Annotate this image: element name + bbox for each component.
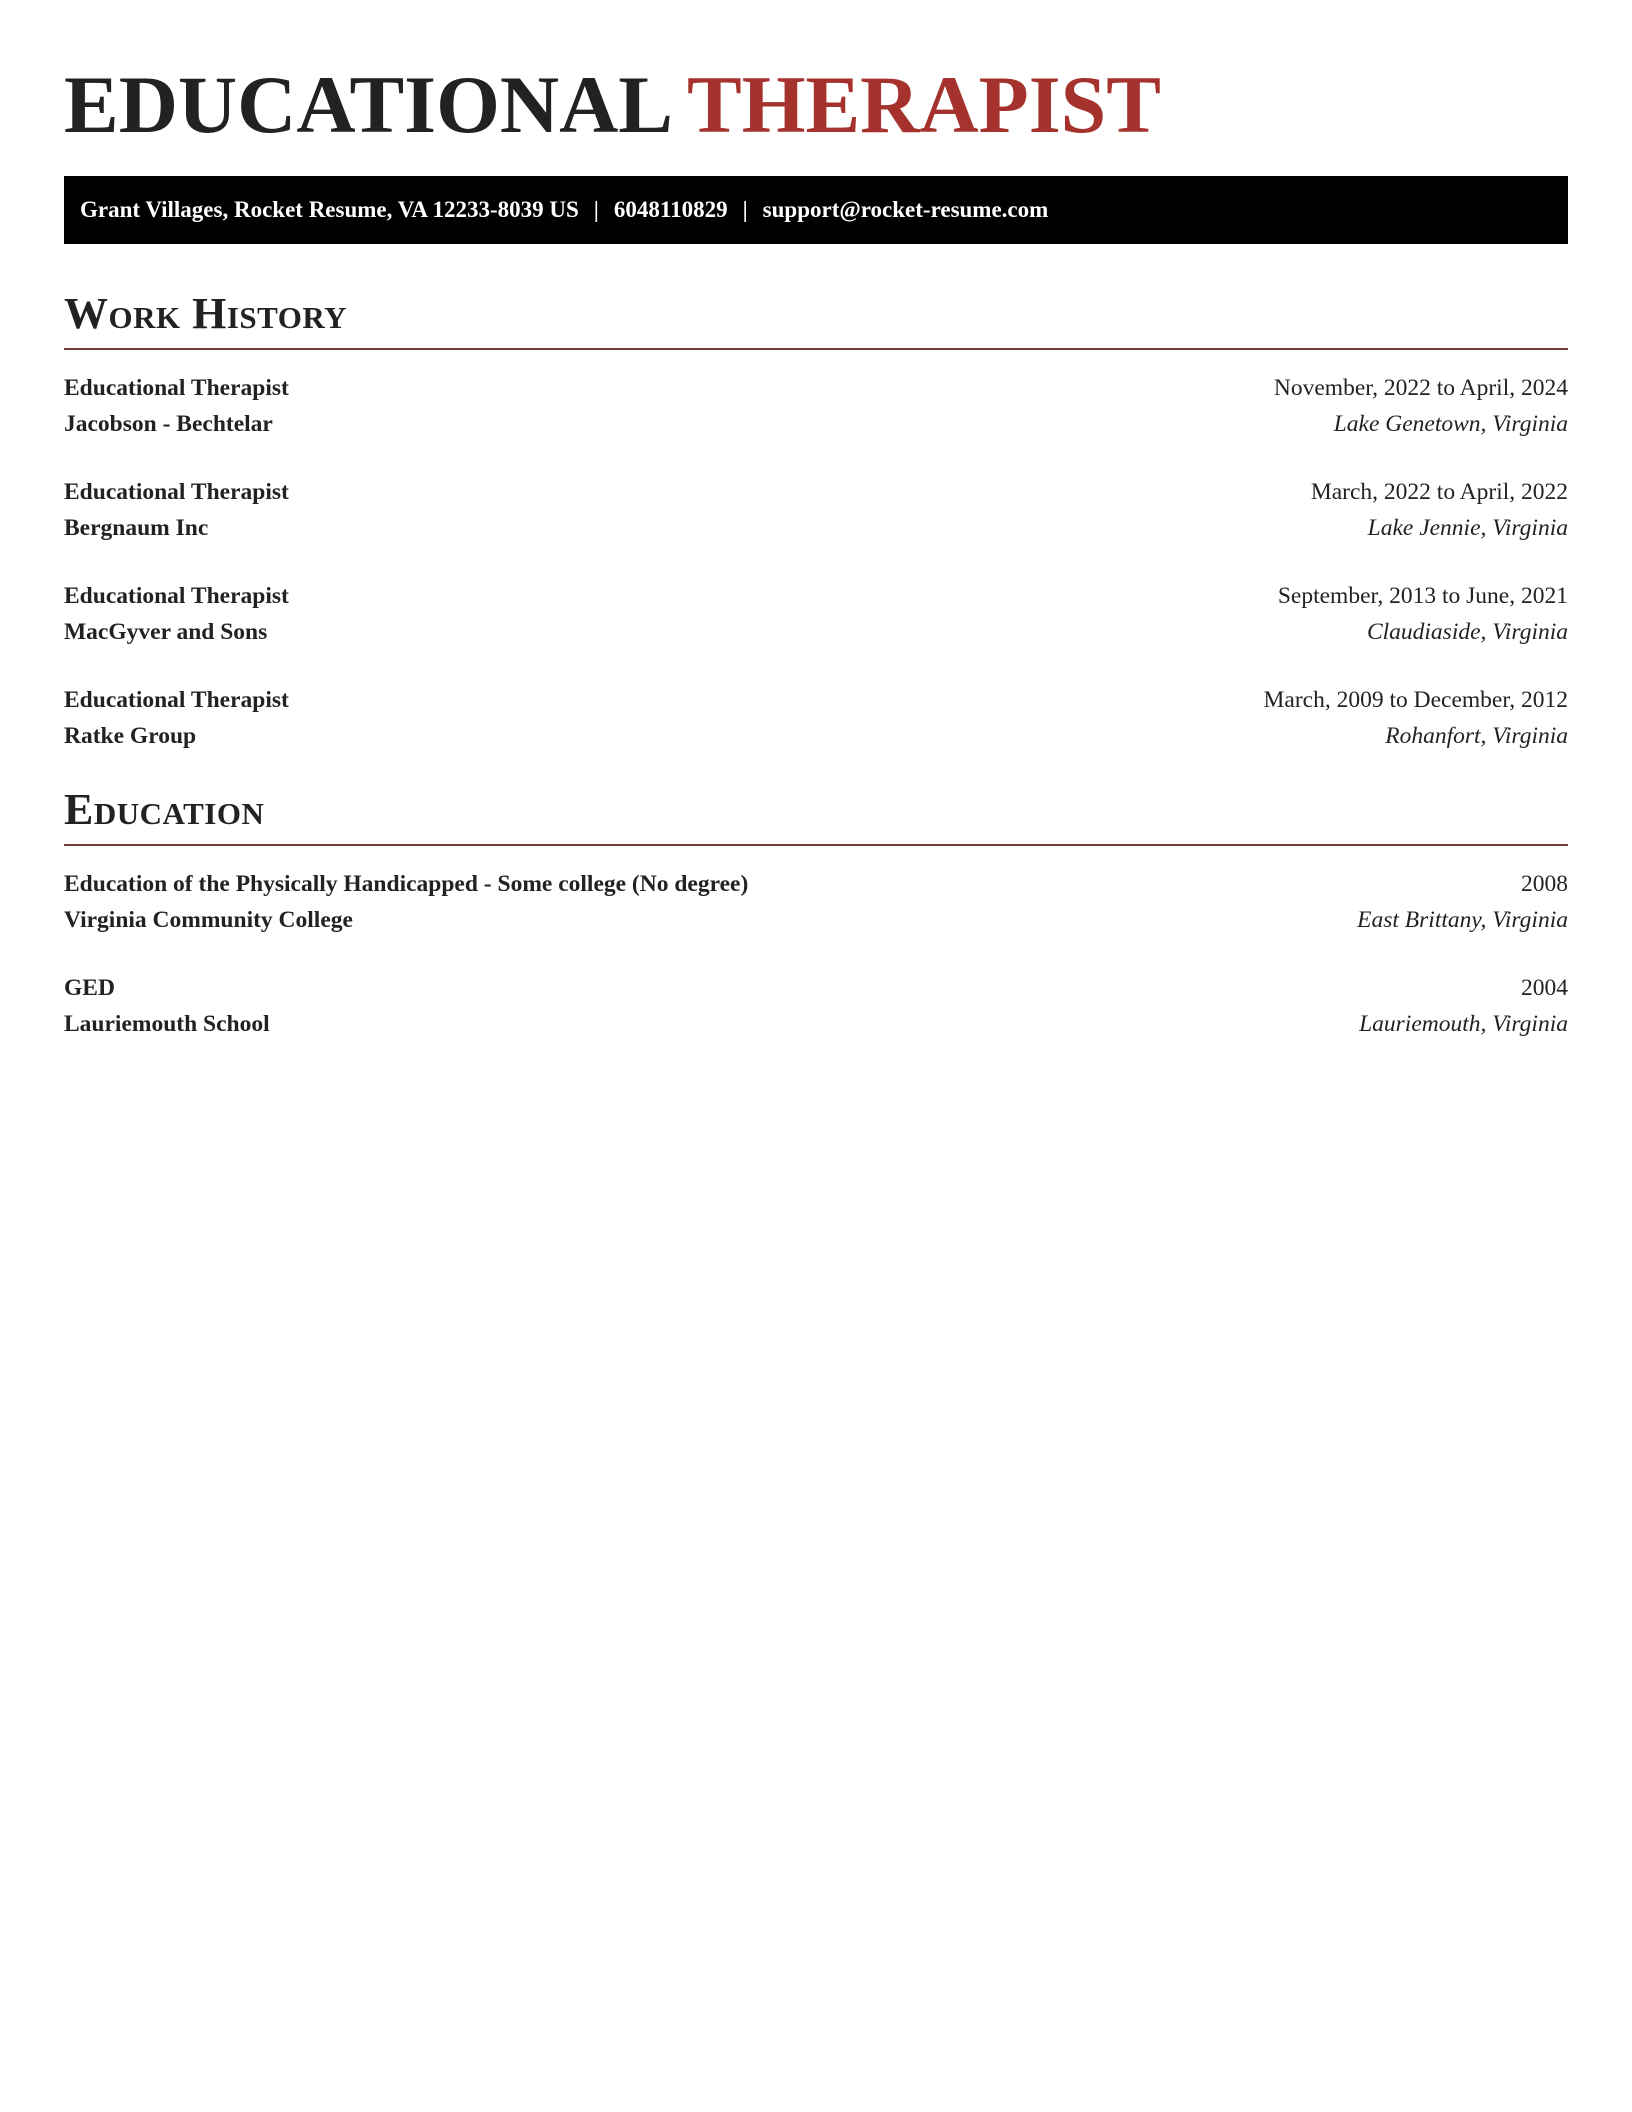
name-last: THERAPIST bbox=[687, 59, 1161, 150]
job-title: Educational Therapist bbox=[64, 687, 289, 713]
job-entry bbox=[64, 682, 1568, 754]
education-entry bbox=[64, 970, 1568, 1074]
education-location: Lauriemouth, Virginia bbox=[1359, 1011, 1568, 1037]
contact-address: Grant Villages, Rocket Resume, VA 12233-8039 US bbox=[80, 197, 579, 222]
job-location: Lake Genetown, Virginia bbox=[1333, 411, 1568, 437]
education-year: 2008 bbox=[1521, 871, 1568, 897]
education-year: 2004 bbox=[1521, 975, 1568, 1001]
job-company: Jacobson - Bechtelar bbox=[64, 411, 273, 437]
section-title-education: Education bbox=[64, 785, 265, 834]
section-title-work-history: Work History bbox=[64, 289, 348, 338]
education-section bbox=[64, 784, 1568, 1074]
section-divider bbox=[64, 348, 1568, 350]
education-school: Virginia Community College bbox=[64, 907, 353, 933]
job-entry bbox=[64, 370, 1568, 474]
work-history-list bbox=[64, 370, 1568, 754]
job-entry bbox=[64, 474, 1568, 578]
job-location: Rohanfort, Virginia bbox=[1385, 723, 1568, 749]
section-divider bbox=[64, 844, 1568, 846]
job-location: Claudiaside, Virginia bbox=[1366, 619, 1568, 645]
job-company: Ratke Group bbox=[64, 723, 197, 749]
contact-separator: | bbox=[593, 197, 599, 222]
job-dates: March, 2022 to April, 2022 bbox=[1310, 479, 1568, 505]
education-degree: GED bbox=[64, 975, 115, 1001]
job-company: Bergnaum Inc bbox=[64, 515, 209, 541]
job-title: Educational Therapist bbox=[64, 479, 289, 505]
job-entry bbox=[64, 578, 1568, 682]
education-degree: Education of the Physically Handicapped - Some college (No degree) bbox=[64, 871, 749, 897]
job-dates: March, 2009 to December, 2012 bbox=[1263, 687, 1568, 713]
resume-name bbox=[64, 0, 1568, 154]
job-location: Lake Jennie, Virginia bbox=[1367, 515, 1568, 541]
education-school: Lauriemouth School bbox=[64, 1011, 270, 1037]
job-dates: November, 2022 to April, 2024 bbox=[1273, 375, 1568, 401]
contact-bar bbox=[64, 176, 1568, 244]
job-dates: September, 2013 to June, 2021 bbox=[1277, 583, 1568, 609]
resume-page bbox=[64, 0, 1568, 1074]
name-first: EDUCATIONAL bbox=[64, 59, 673, 150]
education-list bbox=[64, 866, 1568, 1074]
education-entry bbox=[64, 866, 1568, 970]
work-history-section bbox=[64, 288, 1568, 754]
job-company: MacGyver and Sons bbox=[64, 619, 268, 645]
contact-separator: | bbox=[742, 197, 748, 222]
job-title: Educational Therapist bbox=[64, 583, 289, 609]
job-title: Educational Therapist bbox=[64, 375, 289, 401]
education-location: East Brittany, Virginia bbox=[1357, 907, 1568, 933]
contact-phone: 6048110829 bbox=[613, 197, 728, 222]
contact-email: support@rocket-resume.com bbox=[762, 197, 1049, 222]
